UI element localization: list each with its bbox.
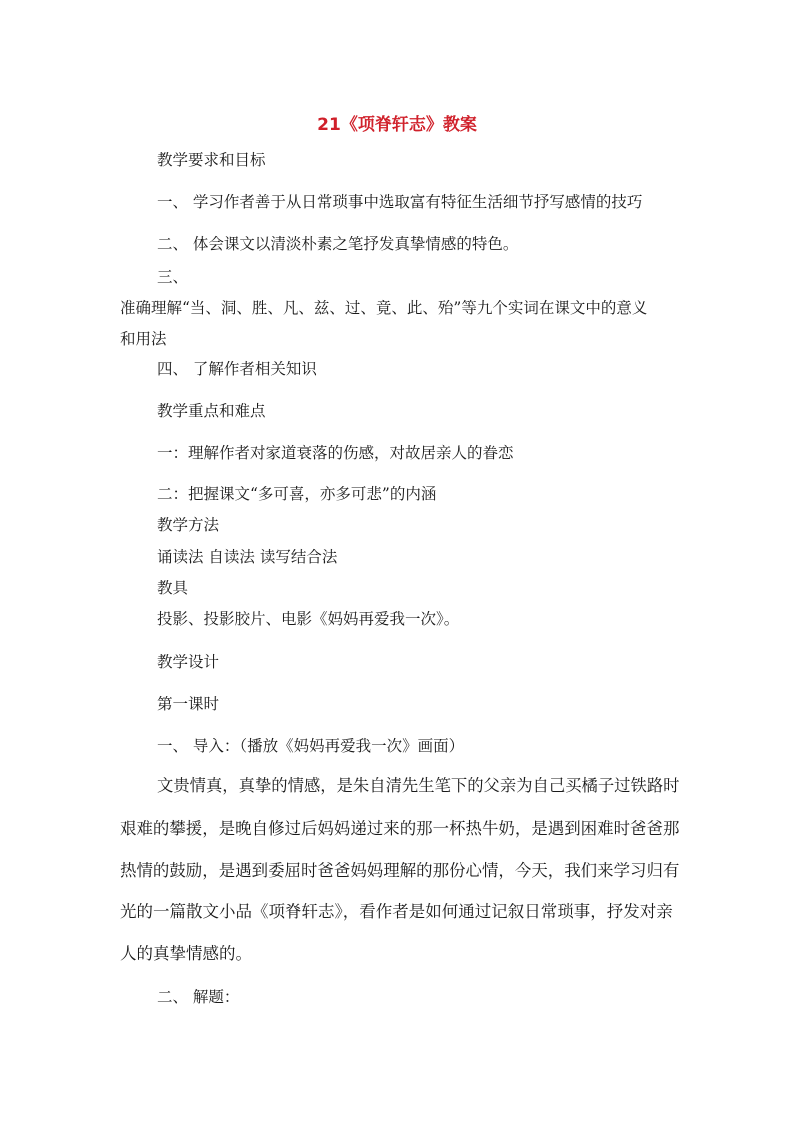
heading-key-points: 教学重点和难点 (157, 402, 266, 420)
heading-design: 教学设计 (157, 653, 220, 671)
goal-item-4: 四、 了解作者相关知识 (157, 360, 317, 378)
heading-teaching-aids: 教具 (157, 579, 189, 597)
heading-methods: 教学方法 (157, 516, 220, 534)
methods-text: 诵读法 自读法 读写结合法 (157, 548, 338, 566)
goal-item-3-text: 准确理解“当、洞、胜、凡、兹、过、竟、此、殆”等九个实词在课文中的意义 (120, 299, 648, 317)
goal-item-3-text-cont: 和用法 (120, 330, 167, 348)
intro-paragraph-line-1: 文贵情真，真挚的情感，是朱自清先生笔下的父亲为自己买橘子过铁路时 (157, 776, 680, 795)
goal-item-1: 一、 学习作者善于从日常琐事中选取富有特征生活细节抒写感情的技巧 (157, 193, 643, 211)
first-lesson-heading: 第一课时 (157, 695, 220, 713)
goal-item-3-marker: 三、 (157, 268, 189, 286)
teaching-aids-text: 投影、投影胶片、电影《妈妈再爱我一次》。 (157, 610, 460, 628)
document-title: 21《项脊轩志》教案 (317, 115, 477, 135)
intro-paragraph-line-5: 人的真挚情感的。 (120, 944, 252, 963)
goal-item-2: 二、 体会课文以清淡朴素之笔抒发真挚情感的特色。 (157, 235, 519, 253)
intro-paragraph-line-2: 艰难的攀援，是晚自修过后妈妈递过来的那一杯热牛奶，是遇到困难时爸爸那 (120, 819, 680, 838)
intro-paragraph-line-4: 光的一篇散文小品《项脊轩志》，看作者是如何通过记叙日常琐事，抒发对亲 (120, 902, 673, 921)
key-point-2: 二：把握课文“多可喜，亦多可悲”的内涵 (157, 485, 437, 503)
key-point-1: 一：理解作者对家道衰落的伤感，对故居亲人的眷恋 (157, 444, 514, 462)
heading-goals: 教学要求和目标 (157, 151, 266, 169)
intro-heading: 一、 导入：（播放《妈妈再爱我一次》画面） (157, 737, 465, 755)
intro-paragraph-line-3: 热情的鼓励，是遇到委屈时爸爸妈妈理解的那份心情，今天，我们来学习归有 (120, 861, 680, 880)
explain-title-heading: 二、 解题： (157, 988, 240, 1006)
